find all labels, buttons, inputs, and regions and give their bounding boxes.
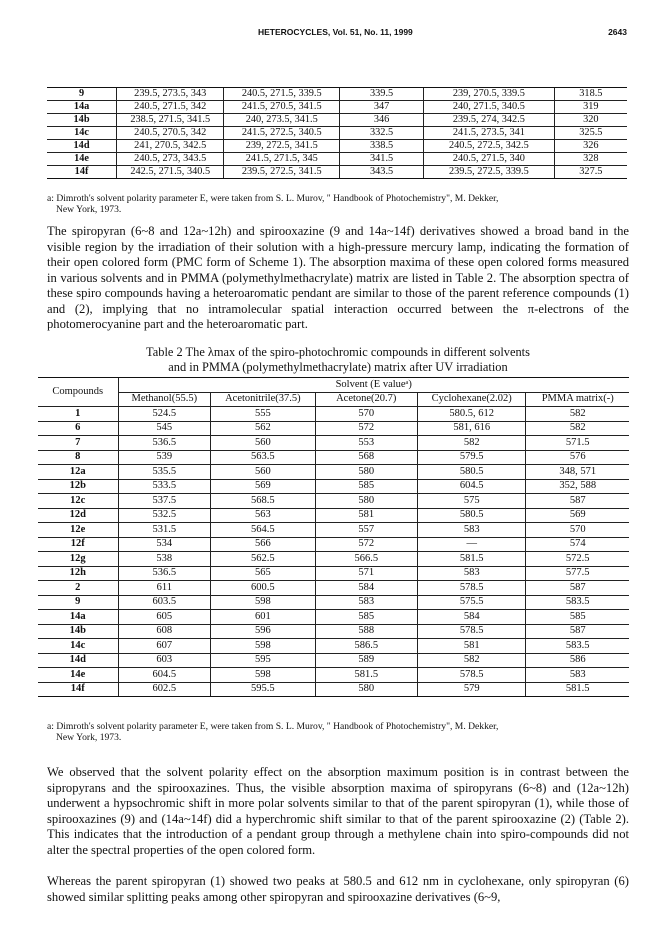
compound-label: 14c — [38, 639, 118, 654]
compound-label: 8 — [38, 450, 118, 465]
table-row — [38, 581, 629, 596]
table-cell: 238.5, 271.5, 341.5 — [117, 114, 224, 127]
table-cell: 242.5, 271.5, 340.5 — [117, 166, 224, 179]
table-cell: 347 — [340, 101, 424, 114]
table-cell: 569 — [526, 508, 629, 523]
table-cell: 555 — [211, 407, 316, 422]
table-cell: 240.5, 271.5, 342 — [117, 101, 224, 114]
table-row — [38, 624, 629, 639]
table-cell: 580.5 — [417, 508, 526, 523]
table-cell: 598 — [211, 595, 316, 610]
solvent-column-header: Acetonitrile(37.5) — [211, 392, 316, 407]
journal-citation: HETEROCYCLES, Vol. 51, No. 11, 1999 — [258, 27, 413, 37]
table-row — [47, 88, 627, 101]
table-row — [38, 494, 629, 509]
table-row — [38, 595, 629, 610]
table-cell: 533.5 — [118, 479, 211, 494]
table2-footnote-line1: a: Dimroth's solvent polarity parameter E, were taken from S. L. Murov, " Handbook of Photochemistry", M. Dekker, — [47, 721, 499, 732]
running-header — [0, 27, 669, 41]
table-cell: 339.5 — [340, 88, 424, 101]
table-row — [47, 166, 627, 179]
page-number: 2643 — [608, 27, 627, 37]
table-cell: 603.5 — [118, 595, 211, 610]
table-cell: 584 — [315, 581, 417, 596]
table-cell: 574 — [526, 537, 629, 552]
compound-label: 14a — [38, 610, 118, 625]
table-cell: 596 — [211, 624, 316, 639]
table-row — [47, 101, 627, 114]
table-cell: 572 — [315, 421, 417, 436]
compound-label: 12f — [38, 537, 118, 552]
table-cell: 578.5 — [417, 581, 526, 596]
table-cell: 536.5 — [118, 436, 211, 451]
table-cell: 560 — [211, 465, 316, 480]
table-row — [38, 639, 629, 654]
table-cell: 575 — [417, 494, 526, 509]
table-cell: 578.5 — [417, 668, 526, 683]
table-cell: 537.5 — [118, 494, 211, 509]
table-cell: 585 — [315, 610, 417, 625]
table-cell: 564.5 — [211, 523, 316, 538]
table-cell: 598 — [211, 668, 316, 683]
table1-footnote-line1: a: Dimroth's solvent polarity parameter E, were taken from S. L. Murov, " Handbook of Photochemistry", M. Dekker, — [47, 193, 499, 204]
table-cell: 581.5 — [526, 682, 629, 697]
paragraph-splitting-peaks: Whereas the parent spiropyran (1) showed two peaks at 580.5 and 612 nm in cyclohexane, only spiropyran (6) showed similar splitting peaks among other spiropyran and spirooxazine derivatives (6~9, — [47, 874, 629, 904]
compound-label: 14a — [47, 101, 117, 114]
table-row — [38, 566, 629, 581]
solvent-column-header: Cyclohexane(2.02) — [417, 392, 526, 407]
table-cell: 580.5, 612 — [417, 407, 526, 422]
table-cell: 595 — [211, 653, 316, 668]
table-cell: 581, 616 — [417, 421, 526, 436]
table-cell: 589 — [315, 653, 417, 668]
table-cell: 583.5 — [526, 595, 629, 610]
table-row — [38, 465, 629, 480]
table-cell: 557 — [315, 523, 417, 538]
compound-label: 9 — [38, 595, 118, 610]
table-cell: 570 — [315, 407, 417, 422]
table-cell: 583.5 — [526, 639, 629, 654]
table-cell: 585 — [315, 479, 417, 494]
table-cell: 605 — [118, 610, 211, 625]
table-cell: 240.5, 271.5, 339.5 — [224, 88, 340, 101]
table-cell: 572 — [315, 537, 417, 552]
table-cell: 607 — [118, 639, 211, 654]
table-cell: 239, 272.5, 341.5 — [224, 140, 340, 153]
table-cell: 583 — [315, 595, 417, 610]
table-cell: 582 — [526, 407, 629, 422]
table-row — [38, 537, 629, 552]
table-row — [38, 610, 629, 625]
table-cell: 584 — [417, 610, 526, 625]
table-cell: 338.5 — [340, 140, 424, 153]
table-cell: 581.5 — [417, 552, 526, 567]
table-cell: 585 — [526, 610, 629, 625]
compound-label: 12g — [38, 552, 118, 567]
compound-label: 14f — [47, 166, 117, 179]
table2-caption-line1: Table 2 The λmax of the spiro-photochromic compounds in different solvents — [146, 345, 530, 359]
table-cell: 553 — [315, 436, 417, 451]
table-cell: 539 — [118, 450, 211, 465]
table-cell: 565 — [211, 566, 316, 581]
table-cell: 545 — [118, 421, 211, 436]
table-cell: 603 — [118, 653, 211, 668]
table-cell: 327.5 — [554, 166, 627, 179]
table-cell: 578.5 — [417, 624, 526, 639]
table-cell: 579 — [417, 682, 526, 697]
solvent-column-header: PMMA matrix(-) — [526, 392, 629, 407]
table-cell: 604.5 — [417, 479, 526, 494]
compound-label: 12a — [38, 465, 118, 480]
compound-label: 2 — [38, 581, 118, 596]
table-cell: 538 — [118, 552, 211, 567]
compounds-header: Compounds — [38, 378, 118, 407]
table-cell: 586 — [526, 653, 629, 668]
table-row — [47, 127, 627, 140]
table-cell: 240.5, 272.5, 342.5 — [424, 140, 555, 153]
table-cell: 604.5 — [118, 668, 211, 683]
table-cell: 587 — [526, 624, 629, 639]
compound-label: 9 — [47, 88, 117, 101]
table2-header-row2 — [38, 392, 629, 407]
table-cell: 598 — [211, 639, 316, 654]
table-row — [38, 682, 629, 697]
table-cell: 571 — [315, 566, 417, 581]
table-cell: 332.5 — [340, 127, 424, 140]
table-cell: 583 — [417, 523, 526, 538]
compound-label: 14d — [38, 653, 118, 668]
table1-footnote-line2: New York, 1973. — [56, 204, 122, 215]
table2-caption-line2: and in PMMA (polymethylmethacrylate) matrix after UV irradiation — [168, 360, 508, 374]
table-cell: 570 — [526, 523, 629, 538]
compound-label: 14c — [47, 127, 117, 140]
compound-label: 12c — [38, 494, 118, 509]
table-row — [47, 140, 627, 153]
compound-label: 1 — [38, 407, 118, 422]
table-row — [47, 153, 627, 166]
table-cell: 580 — [315, 465, 417, 480]
table-cell: 239.5, 274, 342.5 — [424, 114, 555, 127]
table-cell: 581.5 — [315, 668, 417, 683]
paragraph-solvent-polarity: We observed that the solvent polarity effect on the absorption maximum position is in contrast between the sipropyrans and the spirooxazines. Thus, the visible absorption maxima of spiropyrans (6~8) and (12a~12h) underwent a hypsochromic shift in more polar solvents similar to that of the parent spiropyran (1), while those of spirooxazines (9) and (14a~14f) did a hyperchromic shift similar to that of the parent spirooxazine (2) (Table 2). This indicates that the introduction of a pendant group through a methylene chain into spiro-compounds did not alter the spectral properties of the open colored form. — [47, 765, 629, 857]
table-cell: 576 — [526, 450, 629, 465]
table-cell: 580.5 — [417, 465, 526, 480]
table-cell: 577.5 — [526, 566, 629, 581]
table1-footnote — [47, 193, 627, 215]
table-row — [38, 653, 629, 668]
solvent-header: Solvent (E valueᵃ) — [118, 378, 629, 393]
table-cell: 562 — [211, 421, 316, 436]
table-cell: 586.5 — [315, 639, 417, 654]
solvent-column-header: Acetone(20.7) — [315, 392, 417, 407]
table-cell: 569 — [211, 479, 316, 494]
compound-label: 6 — [38, 421, 118, 436]
table-row — [38, 407, 629, 422]
table-cell: 319 — [554, 101, 627, 114]
table-cell: 572.5 — [526, 552, 629, 567]
table-cell: 343.5 — [340, 166, 424, 179]
table-cell: 239.5, 272.5, 339.5 — [424, 166, 555, 179]
table-cell: 239.5, 273.5, 343 — [117, 88, 224, 101]
table-cell: 531.5 — [118, 523, 211, 538]
table-cell: 241.5, 270.5, 341.5 — [224, 101, 340, 114]
table-cell: 240.5, 270.5, 342 — [117, 127, 224, 140]
table-cell: 602.5 — [118, 682, 211, 697]
table-cell: 535.5 — [118, 465, 211, 480]
table-cell: 563.5 — [211, 450, 316, 465]
table-cell: 534 — [118, 537, 211, 552]
table-cell: 241.5, 271.5, 345 — [224, 153, 340, 166]
table-cell: 320 — [554, 114, 627, 127]
table-row — [38, 668, 629, 683]
table-cell: 579.5 — [417, 450, 526, 465]
table-cell: 575.5 — [417, 595, 526, 610]
compound-label: 14e — [38, 668, 118, 683]
table-cell: 601 — [211, 610, 316, 625]
table-cell: 583 — [417, 566, 526, 581]
table-cell: 524.5 — [118, 407, 211, 422]
table-cell: 536.5 — [118, 566, 211, 581]
compound-label: 14e — [47, 153, 117, 166]
table-cell: 348, 571 — [526, 465, 629, 480]
table-cell: 588 — [315, 624, 417, 639]
table-cell: 581 — [417, 639, 526, 654]
table-cell: 328 — [554, 153, 627, 166]
table-cell: 241.5, 273.5, 341 — [424, 127, 555, 140]
table-cell: 568.5 — [211, 494, 316, 509]
table-cell: 581 — [315, 508, 417, 523]
table-cell: 240, 273.5, 341.5 — [224, 114, 340, 127]
table-cell: 239.5, 272.5, 341.5 — [224, 166, 340, 179]
table-cell: 563 — [211, 508, 316, 523]
compound-label: 14f — [38, 682, 118, 697]
table-cell: 240.5, 273, 343.5 — [117, 153, 224, 166]
table-cell: 241.5, 272.5, 340.5 — [224, 127, 340, 140]
table-cell: 582 — [526, 421, 629, 436]
compound-label: 12b — [38, 479, 118, 494]
table-row — [38, 523, 629, 538]
table-cell: 566 — [211, 537, 316, 552]
table-row — [47, 114, 627, 127]
table-cell: 532.5 — [118, 508, 211, 523]
table-cell: 580 — [315, 682, 417, 697]
table-cell: 341.5 — [340, 153, 424, 166]
table-row — [38, 436, 629, 451]
solvent-column-header: Methanol(55.5) — [118, 392, 211, 407]
compound-label: 12e — [38, 523, 118, 538]
table-row — [38, 421, 629, 436]
table-cell: 566.5 — [315, 552, 417, 567]
table-cell: 326 — [554, 140, 627, 153]
table2-footnote — [47, 721, 627, 743]
table-row — [38, 552, 629, 567]
table-cell: 582 — [417, 436, 526, 451]
table-cell: 562.5 — [211, 552, 316, 567]
table-cell: 241, 270.5, 342.5 — [117, 140, 224, 153]
table-cell: 568 — [315, 450, 417, 465]
table-row — [38, 479, 629, 494]
table-cell: 582 — [417, 653, 526, 668]
compound-label: 12d — [38, 508, 118, 523]
table-cell: 611 — [118, 581, 211, 596]
table-cell: 571.5 — [526, 436, 629, 451]
table-cell: 346 — [340, 114, 424, 127]
table-cell: 583 — [526, 668, 629, 683]
compound-label: 7 — [38, 436, 118, 451]
table-cell: — — [417, 537, 526, 552]
paragraph-spiro-absorption: The spiropyran (6~8 and 12a~12h) and spirooxazine (9 and 14a~14f) derivatives showed a broad band in the visible region by the irradiation of their solution with a high-pressure mercury lamp, indicating the formation of their open colored form (PMC form of Scheme 1). The absorption maxima of these open colored forms measured in various solvents and in PMMA (polymethylmethacrylate) matrix are listed in Table 2. The absorption spectra of these spiro compounds having a heteroaromatic pendant are similar to those of the parent reference compounds (1) and (2), implying that no intramolecular spatial interaction occurred between the π-electrons of the photomerocyanine part and the heteroaromatic part. — [47, 224, 629, 331]
table-cell: 608 — [118, 624, 211, 639]
table-cell: 595.5 — [211, 682, 316, 697]
table2-lambda-max — [38, 377, 629, 697]
table-cell: 240.5, 271.5, 340 — [424, 153, 555, 166]
table-cell: 352, 588 — [526, 479, 629, 494]
compound-label: 14b — [47, 114, 117, 127]
compound-label: 14b — [38, 624, 118, 639]
table-cell: 587 — [526, 581, 629, 596]
compound-label: 14d — [47, 140, 117, 153]
table-cell: 325.5 — [554, 127, 627, 140]
table2-header-row1 — [38, 378, 629, 393]
table1-continuation — [47, 87, 627, 179]
table-cell: 240, 271.5, 340.5 — [424, 101, 555, 114]
table-row — [38, 450, 629, 465]
table-cell: 239, 270.5, 339.5 — [424, 88, 555, 101]
table-cell: 580 — [315, 494, 417, 509]
table-row — [38, 508, 629, 523]
table2-footnote-line2: New York, 1973. — [56, 732, 122, 743]
table-cell: 318.5 — [554, 88, 627, 101]
table-cell: 560 — [211, 436, 316, 451]
table-cell: 587 — [526, 494, 629, 509]
table-cell: 600.5 — [211, 581, 316, 596]
compound-label: 12h — [38, 566, 118, 581]
